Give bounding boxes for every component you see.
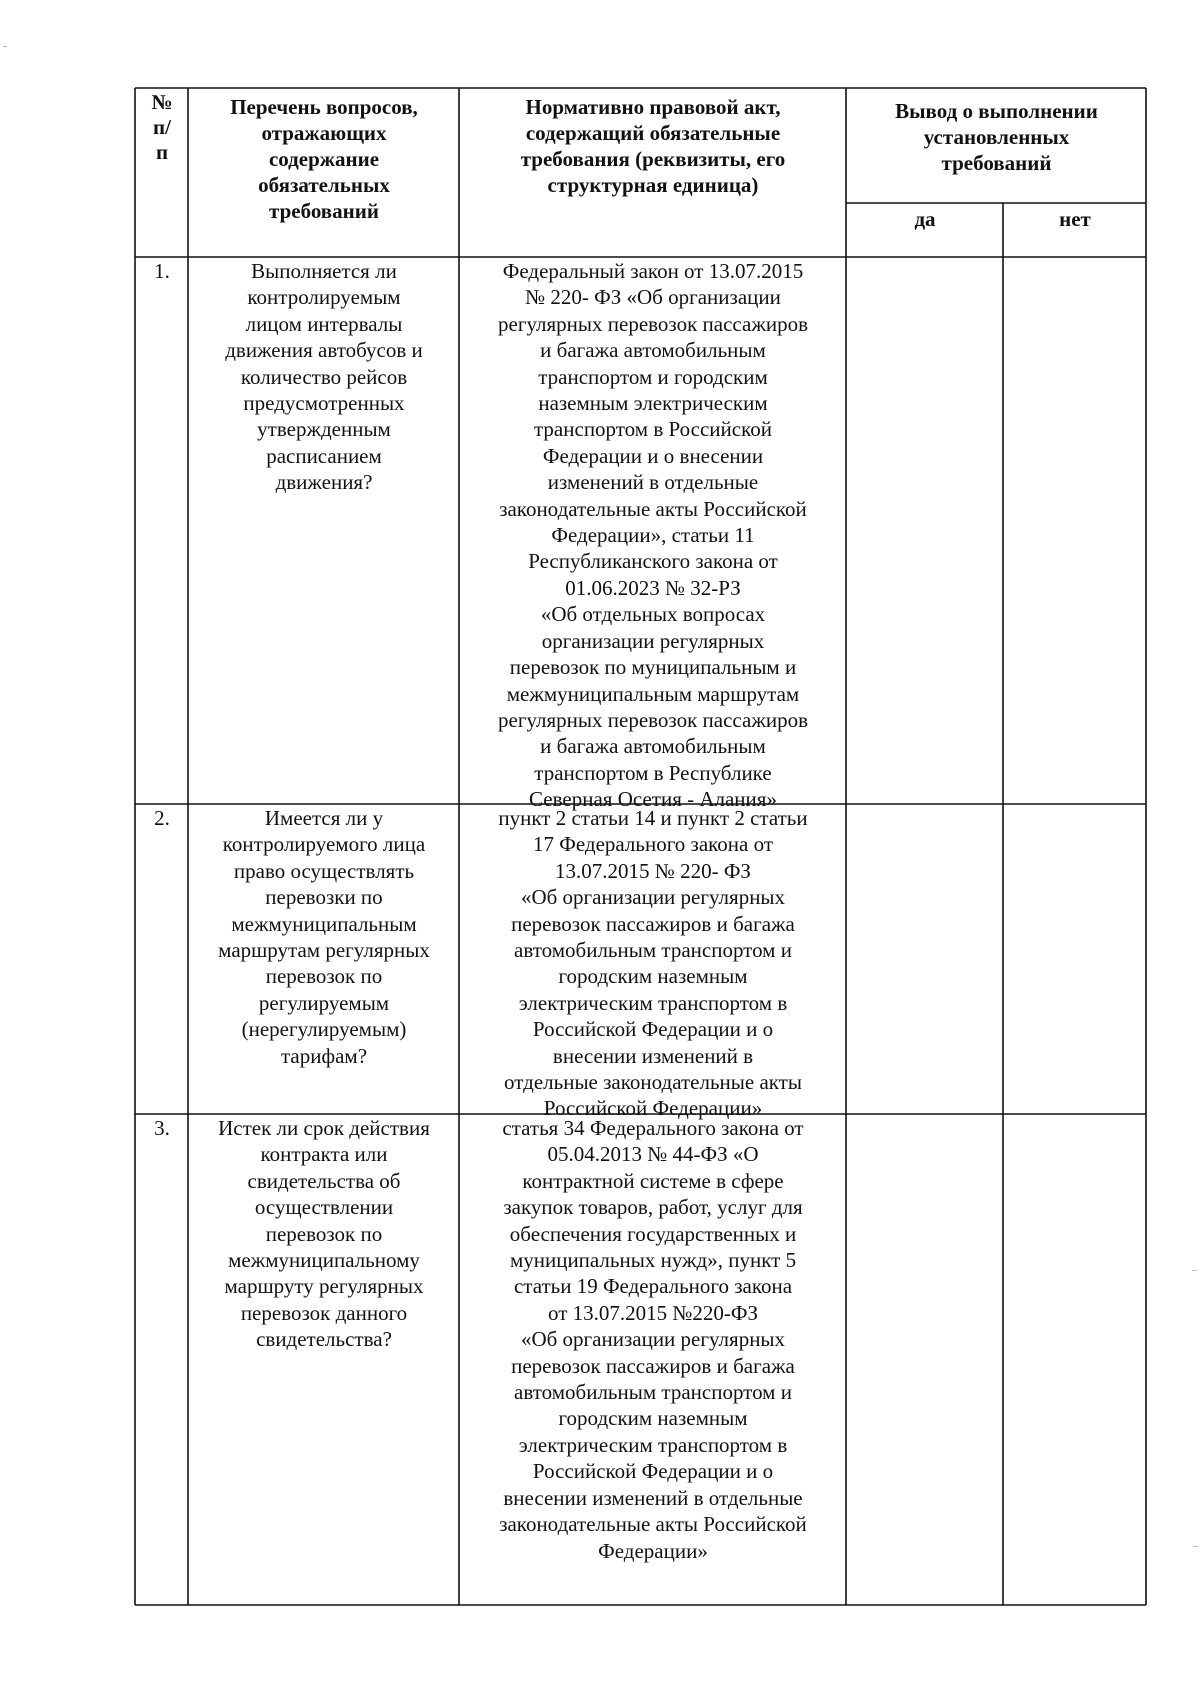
row-1-act: Федеральный закон от 13.07.2015 № 220- ФЗ «Об организации регулярных перевозок пассажиров и багажа автомобильным транспортом и городским наземным электрическим транспортом в Российской Федерации и о внесении изменений в отдельные законодательные акты Российской Федерации», статьи 11 Республиканского закона от 01.06.2023 № 32-РЗ «Об отдельных вопросах организации регулярных перевозок по муниципальным и межмуниципальным маршрутам регулярных перевозок пассажиров и багажа автомобильным транспортом в Республике Северная Осетия - Алания» xyxy=(498,259,808,812)
header-no: нет xyxy=(1059,207,1091,231)
header-act: Нормативно правовой акт, содержащий обязательные требования (реквизиты, его структурная единица) xyxy=(520,95,786,197)
header-conclusion: Вывод о выполнении установленных требований xyxy=(895,99,1098,175)
row-1-num: 1. xyxy=(154,259,170,283)
row-2-question: Имеется ли у контролируемого лица право осуществлять перевозки по межмуниципальным маршрутам регулярных перевозок по регулируемым (нерегулируемым) тарифам? xyxy=(218,806,430,1068)
row-3-act: статья 34 Федерального закона от 05.04.2013 № 44-ФЗ «О контрактной системе в сфере закупок товаров, работ, услуг для обеспечения государственных и муниципальных нужд», пункт 5 статьи 19 Федерального закона от 13.07.2015 №220-ФЗ «Об организации регулярных перевозок пассажиров и багажа автомобильным транспортом и городским наземным электрическим транспортом в Российской Федерации и о внесении изменений в отдельные законодательные акты Российской Федерации» xyxy=(499,1116,807,1563)
row-1-question: Выполняется ли контролируемым лицом интервалы движения автобусов и количество рейсов предусмотренных утвержденным расписанием движения? xyxy=(225,259,423,495)
header-yes: да xyxy=(914,207,936,231)
header-num: № п/ п xyxy=(151,90,173,164)
scan-mark xyxy=(1192,1270,1197,1271)
row-2-num: 2. xyxy=(154,806,170,830)
row-2-act: пункт 2 статьи 14 и пункт 2 статьи 17 Федерального закона от 13.07.2015 № 220- ФЗ «Об организации регулярных перевозок пассажиров и багажа автомобильным транспортом и городским наземным электрическим транспортом в Российской Федерации и о внесении изменений в отдельные законодательные акты Российской Федерации» xyxy=(498,806,808,1121)
row-3-num: 3. xyxy=(154,1116,170,1140)
header-question: Перечень вопросов, отражающих содержание обязательных требований xyxy=(230,95,418,223)
scan-mark xyxy=(3,46,7,47)
scan-mark xyxy=(1193,1546,1198,1547)
row-3-question: Истек ли срок действия контракта или свидетельства об осуществлении перевозок по межмуниципальному маршруту регулярных перевозок данного свидетельства? xyxy=(218,1116,430,1352)
